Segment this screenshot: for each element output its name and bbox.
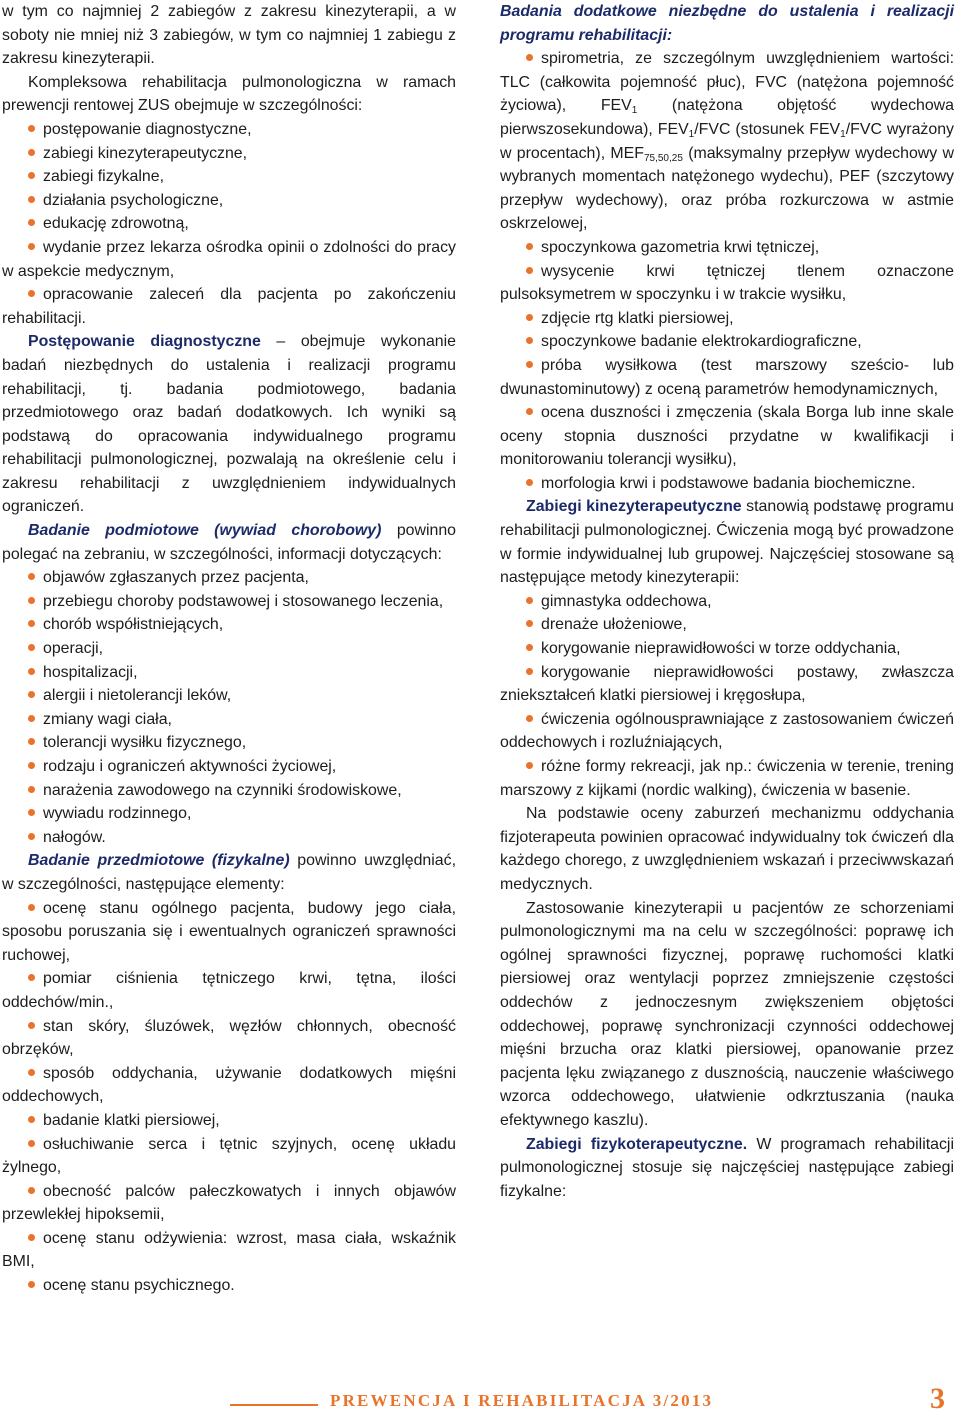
list-item bbox=[500, 637, 954, 661]
bullet-icon bbox=[28, 668, 35, 675]
history-text: powinno polegać na zebraniu, w szczególności, informacji dotyczących: bbox=[2, 522, 457, 563]
list-kinesio-methods bbox=[500, 590, 954, 802]
list-physical bbox=[2, 897, 456, 1298]
list-item bbox=[500, 236, 954, 260]
list-item-text: chorób współistniejących, bbox=[43, 616, 224, 634]
list-item bbox=[2, 590, 456, 614]
paragraph-intro: w tym co najmniej 2 zabiegów z zakresu kinezyterapii, a w soboty nie mniej niż 3 zabiegów, w tym co najmniej 1 zabiegu z zakresu kinezyterapii. bbox=[2, 3, 456, 68]
paragraph-kinesio bbox=[500, 495, 954, 589]
heading-diagnostics: Postępowanie diagnostyczne bbox=[28, 333, 261, 351]
bullet-icon bbox=[28, 715, 35, 722]
list-item bbox=[2, 118, 456, 142]
paragraph-goals: Zastosowanie kinezyterapii u pacjentów ze schorzeniami pulmonologicznymi ma na celu w szczególności: poprawę ich ogólnej sprawności fizycznej, poprawę ruchomości klatki piersiowej oraz wentylacji poprzez zmniejszenie częstości oddechów z jednoczesnym zwiększeniem objętości oddechowej, poprawę synchronizacji czynności oddechowej mięśni brzucha oraz klatki piersiowej, opanowanie przez pacjenta lęku związanego z dusznością, nauczenie właściwego wzorca oddechowego, ułatwienie odkrztuszania (nauka efektywnego kaszlu). bbox=[500, 899, 954, 1129]
spiro-sub-1: 1 bbox=[631, 105, 638, 117]
list-item bbox=[2, 212, 456, 236]
list-item-text: morfologia krwi i podstawowe badania biochemiczne. bbox=[541, 474, 916, 492]
bullet-icon bbox=[526, 243, 533, 250]
bullet-icon bbox=[28, 1140, 35, 1147]
bullet-icon bbox=[28, 1281, 35, 1288]
footer-rule bbox=[230, 1404, 318, 1406]
list-item bbox=[2, 708, 456, 732]
list-item-text: ocena duszności i zmęczenia (skala Borga lub inne skale oceny stopnia duszności przydatne w kwalifikacji i monitorowaniu tolerancji wysiłku), bbox=[500, 404, 954, 469]
bullet-icon bbox=[28, 1116, 35, 1123]
bullet-icon bbox=[28, 219, 35, 226]
list-item-text: spoczynkowe badanie elektrokardiograficzne, bbox=[541, 333, 862, 351]
bullet-icon bbox=[28, 809, 35, 816]
list-item-text: wywiadu rodzinnego, bbox=[43, 805, 192, 823]
list-item bbox=[500, 708, 954, 755]
page-number: 3 bbox=[930, 1382, 945, 1415]
spiro-sub-3: 1 bbox=[840, 128, 846, 140]
list-item bbox=[2, 142, 456, 166]
bullet-icon bbox=[526, 314, 533, 321]
spiro-text-d: /FVC wyrażony w procentach), MEF bbox=[500, 120, 954, 162]
list-item-text: opracowanie zaleceń dla pacjenta po zakończeniu rehabilitacji. bbox=[2, 286, 456, 327]
list-item bbox=[2, 755, 456, 779]
list-item bbox=[500, 590, 954, 614]
list-item-text: ocenę stanu ogólnego pacjenta, budowy jego ciała, sposobu poruszania się i ewentualnych ograniczeń sprawności ruchowej, bbox=[2, 899, 456, 964]
bullet-icon bbox=[28, 833, 35, 840]
list-item bbox=[500, 401, 954, 472]
list-item bbox=[2, 165, 456, 189]
list-item-text: operacji, bbox=[43, 640, 104, 658]
list-scope bbox=[2, 118, 456, 330]
list-item bbox=[2, 1109, 456, 1133]
heading-physio: Zabiegi fizykoterapeutyczne. bbox=[526, 1135, 748, 1153]
physio-text: W programach rehabilitacji pulmonologicznej stosuje się najczęściej następujące zabiegi fizykalne: bbox=[500, 1135, 954, 1200]
list-item bbox=[2, 1274, 456, 1298]
list-item bbox=[2, 731, 456, 755]
bullet-icon bbox=[526, 54, 533, 61]
paragraph-physio bbox=[500, 1133, 954, 1204]
paragraph-physical bbox=[2, 849, 456, 896]
spiro-sub-2: 1 bbox=[688, 128, 695, 140]
list-item bbox=[500, 661, 954, 708]
list-item-text: ćwiczenia ogólnousprawniające z zastosowaniem ćwiczeń oddechowych i rozluźniających, bbox=[500, 710, 954, 752]
bullet-icon bbox=[526, 668, 533, 675]
list-item-text: działania psychologiczne, bbox=[43, 191, 224, 209]
list-item-text: ocenę stanu psychicznego. bbox=[43, 1277, 235, 1295]
paragraph-assessment: Na podstawie oceny zaburzeń mechanizmu oddychania fizjoterapeuta powinien opracować indywidualny tok ćwiczeń dla każdego chorego, z uwzględnieniem wskazań i przeciwwskazań medycznych. bbox=[500, 805, 954, 893]
bullet-icon bbox=[28, 1234, 35, 1241]
left-column bbox=[2, 0, 456, 1298]
list-item-text: zabiegi kinezyterapeutyczne, bbox=[43, 144, 248, 162]
heading-kinesio: Zabiegi kinezyterapeutyczne bbox=[526, 498, 742, 516]
list-item bbox=[2, 826, 456, 850]
bullet-icon bbox=[28, 597, 35, 604]
list-item-text: badanie klatki piersiowej, bbox=[43, 1111, 220, 1129]
list-item-text: próba wysiłkowa (test marszowy sześcio- lub dwunastominutowy) z oceną parametrów hemodynamicznych, bbox=[500, 356, 954, 398]
list-item-text: hospitalizacji, bbox=[43, 663, 138, 681]
bullet-icon bbox=[526, 267, 533, 274]
heading-additional-tests: Badania dodatkowe niezbędne do ustalenia i realizacji programu rehabilitacji: bbox=[500, 3, 954, 44]
list-item-text: tolerancji wysiłku fizycznego, bbox=[43, 734, 247, 752]
bullet-icon bbox=[28, 196, 35, 203]
list-item-text: objawów zgłaszanych przez pacjenta, bbox=[43, 569, 309, 587]
bullet-icon bbox=[28, 974, 35, 981]
bullet-icon bbox=[28, 125, 35, 132]
list-item bbox=[500, 472, 954, 496]
list-item-text: obecność palców pałeczkowatych i innych objawów przewlekłej hipoksemii, bbox=[2, 1182, 456, 1224]
kinesio-text: stanowią podstawę programu rehabilitacji pulmonologicznej. Ćwiczenia mogą być prowadzone w formie indywidualnej lub grupowej. Najczęściej stosowane są następujące metody kinezyterapii: bbox=[500, 498, 954, 587]
diagnostics-text: – obejmuje wykonanie badań niezbędnych do ustalenia i realizacji programu rehabilitacji, tj. badania podmiotowego, badania przedmiotowego oraz badań dodatkowych. Ich wyniki są podstawą do opracowania indywidualnego programu rehabilitacji pulmonologicznej, pozwalają na określenie celu i zakresu rehabilitacji z uwzględnieniem indywidualnych ograniczeń. bbox=[2, 333, 456, 516]
list-item-text: zdjęcie rtg klatki piersiowej, bbox=[541, 309, 734, 327]
list-item-text: edukację zdrowotną, bbox=[43, 215, 189, 233]
bullet-icon bbox=[28, 738, 35, 745]
list-item bbox=[2, 684, 456, 708]
spiro-text-c: /FVC (stosunek FEV bbox=[694, 120, 841, 138]
list-item-text: narażenia zawodowego na czynniki środowiskowe, bbox=[43, 781, 402, 799]
right-column bbox=[500, 0, 954, 1203]
bullet-icon bbox=[526, 620, 533, 627]
list-item-text: różne formy rekreacji, jak np.: ćwiczenia w terenie, trening marszowy z kijkami (nordic walking), ćwiczenia w basenie. bbox=[500, 758, 954, 799]
list-item-text: przebiegu choroby podstawowej i stosowanego leczenia, bbox=[43, 592, 444, 610]
bullet-icon bbox=[28, 1069, 35, 1076]
list-item bbox=[2, 189, 456, 213]
list-item bbox=[2, 236, 456, 283]
list-item bbox=[2, 802, 456, 826]
list-item bbox=[2, 1227, 456, 1274]
list-item bbox=[2, 661, 456, 685]
bullet-icon bbox=[526, 408, 533, 415]
list-item bbox=[500, 613, 954, 637]
list-item-text: spoczynkowa gazometria krwi tętniczej, bbox=[541, 238, 820, 256]
bullet-icon bbox=[28, 904, 35, 911]
spiro-sub-4: 75,50,25 bbox=[643, 152, 683, 164]
list-history bbox=[2, 566, 456, 849]
bullet-icon bbox=[28, 290, 35, 297]
list-item bbox=[2, 1062, 456, 1109]
list-item-text: wysycenie krwi tętniczej tlenem oznaczone pulsoksymetrem w spoczynku i w trakcie wysiłku, bbox=[500, 262, 954, 304]
bullet-icon bbox=[526, 479, 533, 486]
list-item-text: gimnastyka oddechowa, bbox=[541, 592, 712, 610]
bullet-icon bbox=[526, 361, 533, 368]
list-item-text: ocenę stanu odżywienia: wzrost, masa ciała, wskaźnik BMI, bbox=[2, 1229, 456, 1271]
list-item bbox=[2, 779, 456, 803]
bullet-icon bbox=[28, 172, 35, 179]
bullet-icon bbox=[526, 644, 533, 651]
bullet-icon bbox=[28, 1022, 35, 1029]
list-item bbox=[2, 283, 456, 330]
bullet-icon bbox=[28, 573, 35, 580]
list-item-text: rodzaju i ograniczeń aktywności życiowej, bbox=[43, 758, 337, 775]
list-item bbox=[500, 260, 954, 307]
bullet-icon bbox=[28, 243, 35, 250]
list-item-text: postępowanie diagnostyczne, bbox=[43, 120, 252, 138]
bullet-icon bbox=[28, 149, 35, 156]
list-item bbox=[2, 566, 456, 590]
paragraph-scope: Kompleksowa rehabilitacja pulmonologiczna w ramach prewencji rentowej ZUS obejmuje w szczególności: bbox=[2, 73, 456, 115]
bullet-icon bbox=[526, 715, 533, 722]
physical-text: powinno uwzględniać, w szczególności, następujące elementy: bbox=[2, 852, 456, 893]
bullet-icon bbox=[28, 620, 35, 627]
heading-physical: Badanie przedmiotowe (fizykalne) bbox=[28, 852, 290, 870]
list-item-text: pomiar ciśnienia tętniczego krwi, tętna, ilości oddechów/min., bbox=[2, 970, 456, 1011]
list-item bbox=[2, 1015, 456, 1062]
list-item bbox=[2, 637, 456, 661]
list-item-text: korygowanie nieprawidłowości postawy, zwłaszcza zniekształceń klatki piersiowej i kręgosłupa, bbox=[500, 663, 954, 705]
spiro-text-e: (maksymalny przepływ wydechowy w wybranych momentach natężonego wydechu), PEF (szczytowy przepływ wydechowy), oraz próba rozkurczowa w astmie oskrzelowej, bbox=[500, 144, 954, 233]
list-item-text: wydanie przez lekarza ośrodka opinii o zdolności do pracy w aspekcie medycznym, bbox=[2, 238, 456, 280]
list-item-text: osłuchiwanie serca i tętnic szyjnych, ocenę układu żylnego, bbox=[2, 1135, 456, 1177]
bullet-icon bbox=[28, 1187, 35, 1194]
footer-journal: PREWENCJA I REHABILITACJA 3/2013 bbox=[330, 1391, 714, 1410]
list-item-text: nałogów. bbox=[43, 828, 106, 846]
list-tests bbox=[500, 236, 954, 496]
list-item-text: alergii i nietolerancji leków, bbox=[43, 687, 232, 705]
list-item bbox=[500, 354, 954, 401]
bullet-icon bbox=[526, 762, 533, 769]
list-item bbox=[2, 897, 456, 968]
bullet-icon bbox=[28, 691, 35, 698]
list-item bbox=[2, 967, 456, 1014]
bullet-icon bbox=[526, 597, 533, 604]
list-item-text: zabiegi fizykalne, bbox=[43, 168, 165, 186]
list-item-text: korygowanie nieprawidłowości w torze oddychania, bbox=[541, 640, 901, 658]
list-item-text: zmiany wagi ciała, bbox=[43, 710, 172, 728]
list-item bbox=[500, 307, 954, 331]
list-item-text: drenaże ułożeniowe, bbox=[541, 616, 687, 634]
list-item-text: stan skóry, śluzówek, węzłów chłonnych, obecność obrzęków, bbox=[2, 1017, 456, 1059]
paragraph-history bbox=[2, 519, 456, 566]
bullet-icon bbox=[28, 644, 35, 651]
bullet-icon bbox=[28, 786, 35, 793]
list-item-text: sposób oddychania, używanie dodatkowych mięśni oddechowych, bbox=[2, 1064, 456, 1106]
bullet-icon bbox=[526, 337, 533, 344]
paragraph-additional-tests bbox=[500, 0, 954, 47]
heading-history: Badanie podmiotowe (wywiad chorobowy) bbox=[28, 522, 382, 540]
bullet-icon bbox=[28, 762, 35, 769]
spiro-text-b: (natężona objętość wydechowa pierwszosekundowa), FEV bbox=[500, 97, 954, 138]
list-item bbox=[2, 1180, 456, 1227]
spiro-text-a: spirometria, ze szczególnym uwzględnieniem wartości: TLC (całkowita pojemność płuc), FVC (natężona pojemność życiowa), FEV bbox=[500, 50, 954, 115]
list-item bbox=[500, 755, 954, 802]
list-item-spirometry bbox=[500, 47, 954, 236]
list-item bbox=[500, 330, 954, 354]
list-item bbox=[2, 1133, 456, 1180]
list-item bbox=[2, 613, 456, 637]
paragraph-diagnostics bbox=[2, 330, 456, 519]
